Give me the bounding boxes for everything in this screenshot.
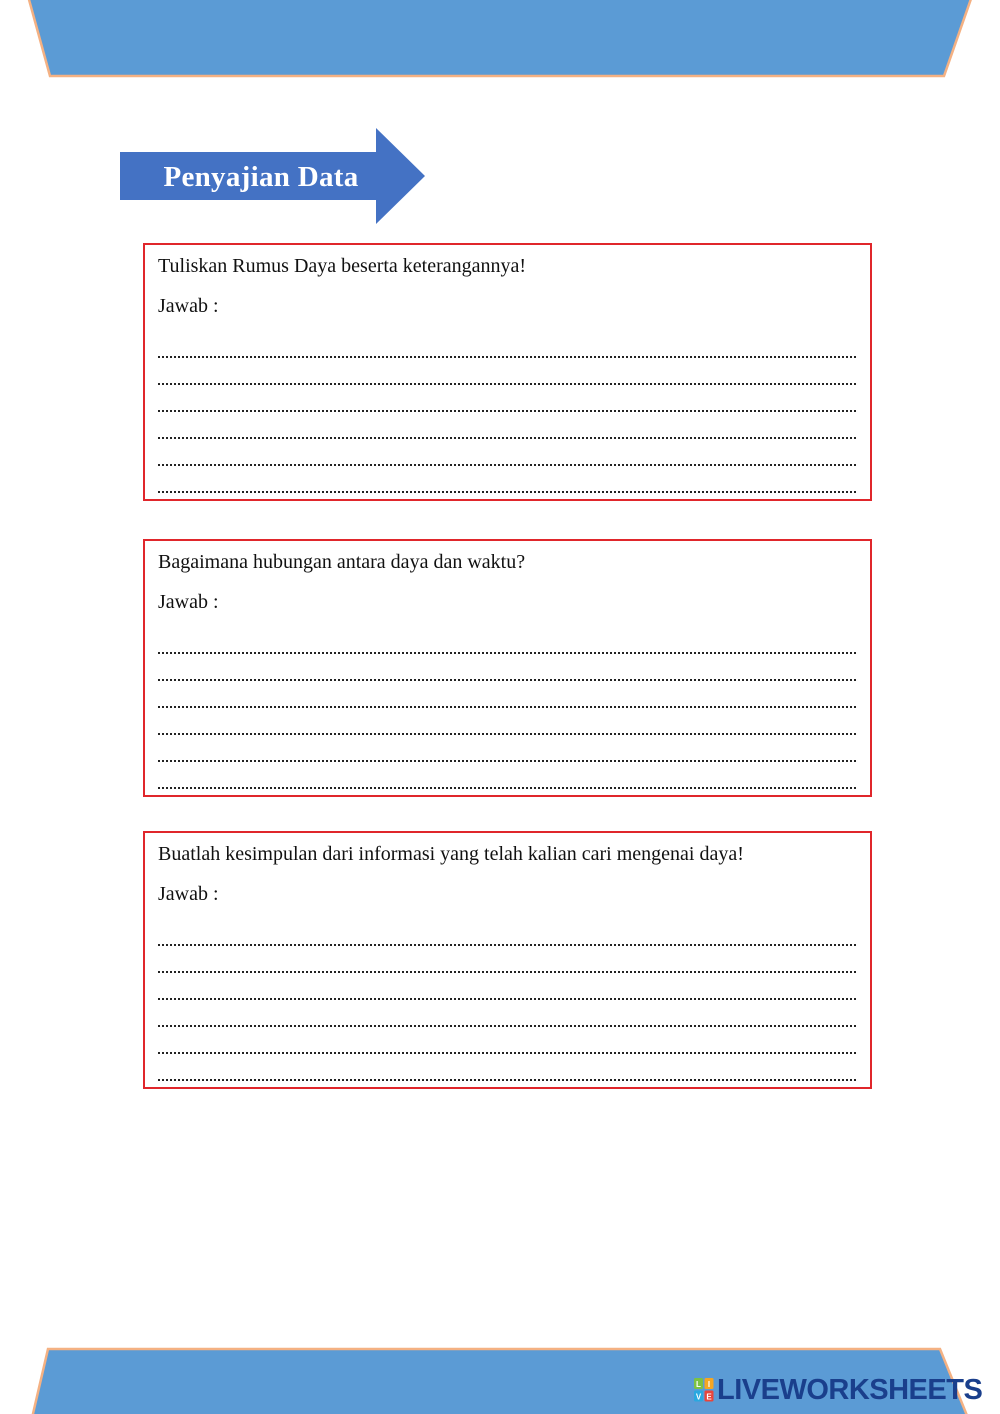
svg-text:L: L xyxy=(696,1380,701,1389)
answer-line[interactable] xyxy=(158,654,856,681)
answer-line[interactable] xyxy=(158,1054,856,1081)
answer-line[interactable] xyxy=(158,412,856,439)
answer-line[interactable] xyxy=(158,627,856,654)
svg-text:I: I xyxy=(707,1380,711,1389)
answer-line[interactable] xyxy=(158,919,856,946)
answer-line[interactable] xyxy=(158,946,856,973)
top-banner xyxy=(0,0,1000,80)
liveworksheets-logo[interactable] xyxy=(694,1374,982,1406)
answer-line[interactable] xyxy=(158,735,856,762)
answer-area[interactable] xyxy=(158,331,856,493)
svg-text:V: V xyxy=(695,1392,702,1402)
svg-text:E: E xyxy=(706,1392,712,1402)
answer-area[interactable] xyxy=(158,627,856,789)
question-text: Bagaimana hubungan antara daya dan waktu? xyxy=(158,551,526,573)
section-title: Penyajian Data xyxy=(163,161,359,193)
question-text: Buatlah kesimpulan dari informasi yang telah kalian cari mengenai daya! xyxy=(158,843,744,865)
answer-line[interactable] xyxy=(158,762,856,789)
answer-area[interactable] xyxy=(158,919,856,1081)
answer-line[interactable] xyxy=(158,358,856,385)
answer-line[interactable] xyxy=(158,331,856,358)
answer-line[interactable] xyxy=(158,1000,856,1027)
answer-line[interactable] xyxy=(158,385,856,412)
answer-label: Jawab : xyxy=(158,591,219,613)
answer-line[interactable] xyxy=(158,681,856,708)
question-box-2 xyxy=(143,539,872,797)
answer-line[interactable] xyxy=(158,439,856,466)
answer-line[interactable] xyxy=(158,973,856,1000)
answer-label: Jawab : xyxy=(158,295,219,317)
answer-line[interactable] xyxy=(158,1027,856,1054)
liveworksheets-logo-text: LIVEWORKSHEETS xyxy=(717,1374,983,1406)
answer-label: Jawab : xyxy=(158,883,219,905)
question-text: Tuliskan Rumus Daya beserta keterangannya! xyxy=(158,255,527,277)
answer-line[interactable] xyxy=(158,708,856,735)
liveworksheets-logo-icon xyxy=(694,1378,714,1402)
question-box-3 xyxy=(143,831,872,1089)
question-box-1 xyxy=(143,243,872,501)
answer-line[interactable] xyxy=(158,466,856,493)
